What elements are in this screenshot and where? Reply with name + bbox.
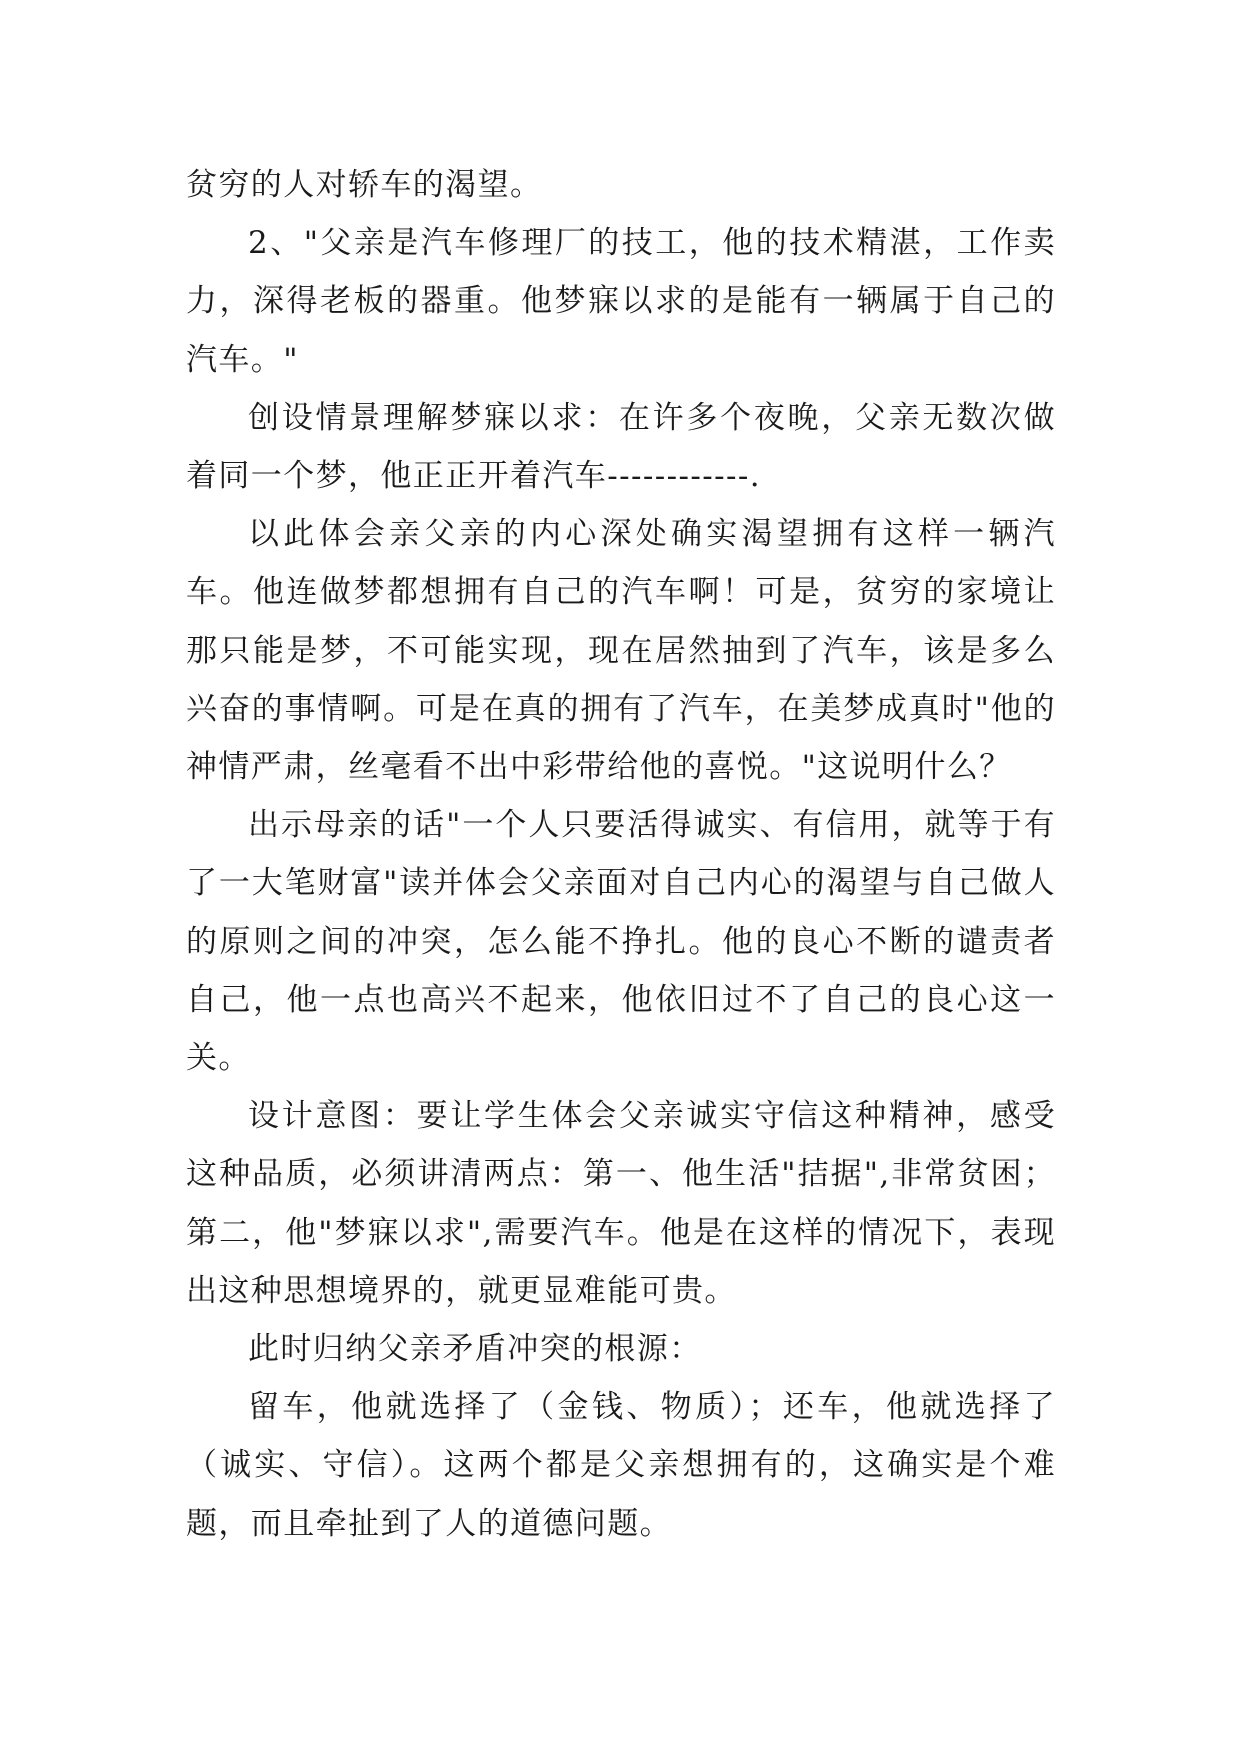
paragraph-5: 出示母亲的话"一个人只要活得诚实、有信用，就等于有了一大笔财富"读并体会父亲面对自己内心的渴望与自己做人的原则之间的冲突，怎么能不挣扎。他的良心不断的谴责者自己，他一点也高兴不起来，他依旧过不了自己的良心这一关。 <box>186 807 1056 1077</box>
paragraph-3: 创设情景理解梦寐以求：在许多个夜晚，父亲无数次做着同一个梦，他正正开着汽车------------. <box>186 399 1056 495</box>
paragraph-7: 此时归纳父亲矛盾冲突的根源： <box>248 1331 702 1368</box>
paragraph-2: 2、"父亲是汽车修理厂的技工，他的技术精湛，工作卖力，深得老板的器重。他梦寐以求的是能有一辆属于自己的汽车。" <box>186 225 1056 378</box>
paragraph-4: 以此体会亲父亲的内心深处确实渴望拥有这样一辆汽车。他连做梦都想拥有自己的汽车啊！可是，贫穷的家境让那只能是梦，不可能实现，现在居然抽到了汽车，该是多么兴奋的事情啊。可是在真的拥有了汽车，在美梦成真时"他的神情严肃，丝毫看不出中彩带给他的喜悦。"这说明什么？ <box>186 516 1056 786</box>
paragraph-6: 设计意图：要让学生体会父亲诚实守信这种精神，感受这种品质，必须讲清两点：第一、他生活"拮据",非常贫困；第二，他"梦寐以求",需要汽车。他是在这样的情况下，表现出这种思想境界的，就更显难能可贵。 <box>186 1098 1056 1309</box>
document-body <box>186 156 1056 1553</box>
paragraph-1: 贫穷的人对轿车的渴望。 <box>186 167 543 203</box>
paragraph-8: 留车，他就选择了（金钱、物质）；还车，他就选择了（诚实、守信）。这两个都是父亲想拥有的，这确实是个难题，而且牵扯到了人的道德问题。 <box>186 1389 1056 1542</box>
